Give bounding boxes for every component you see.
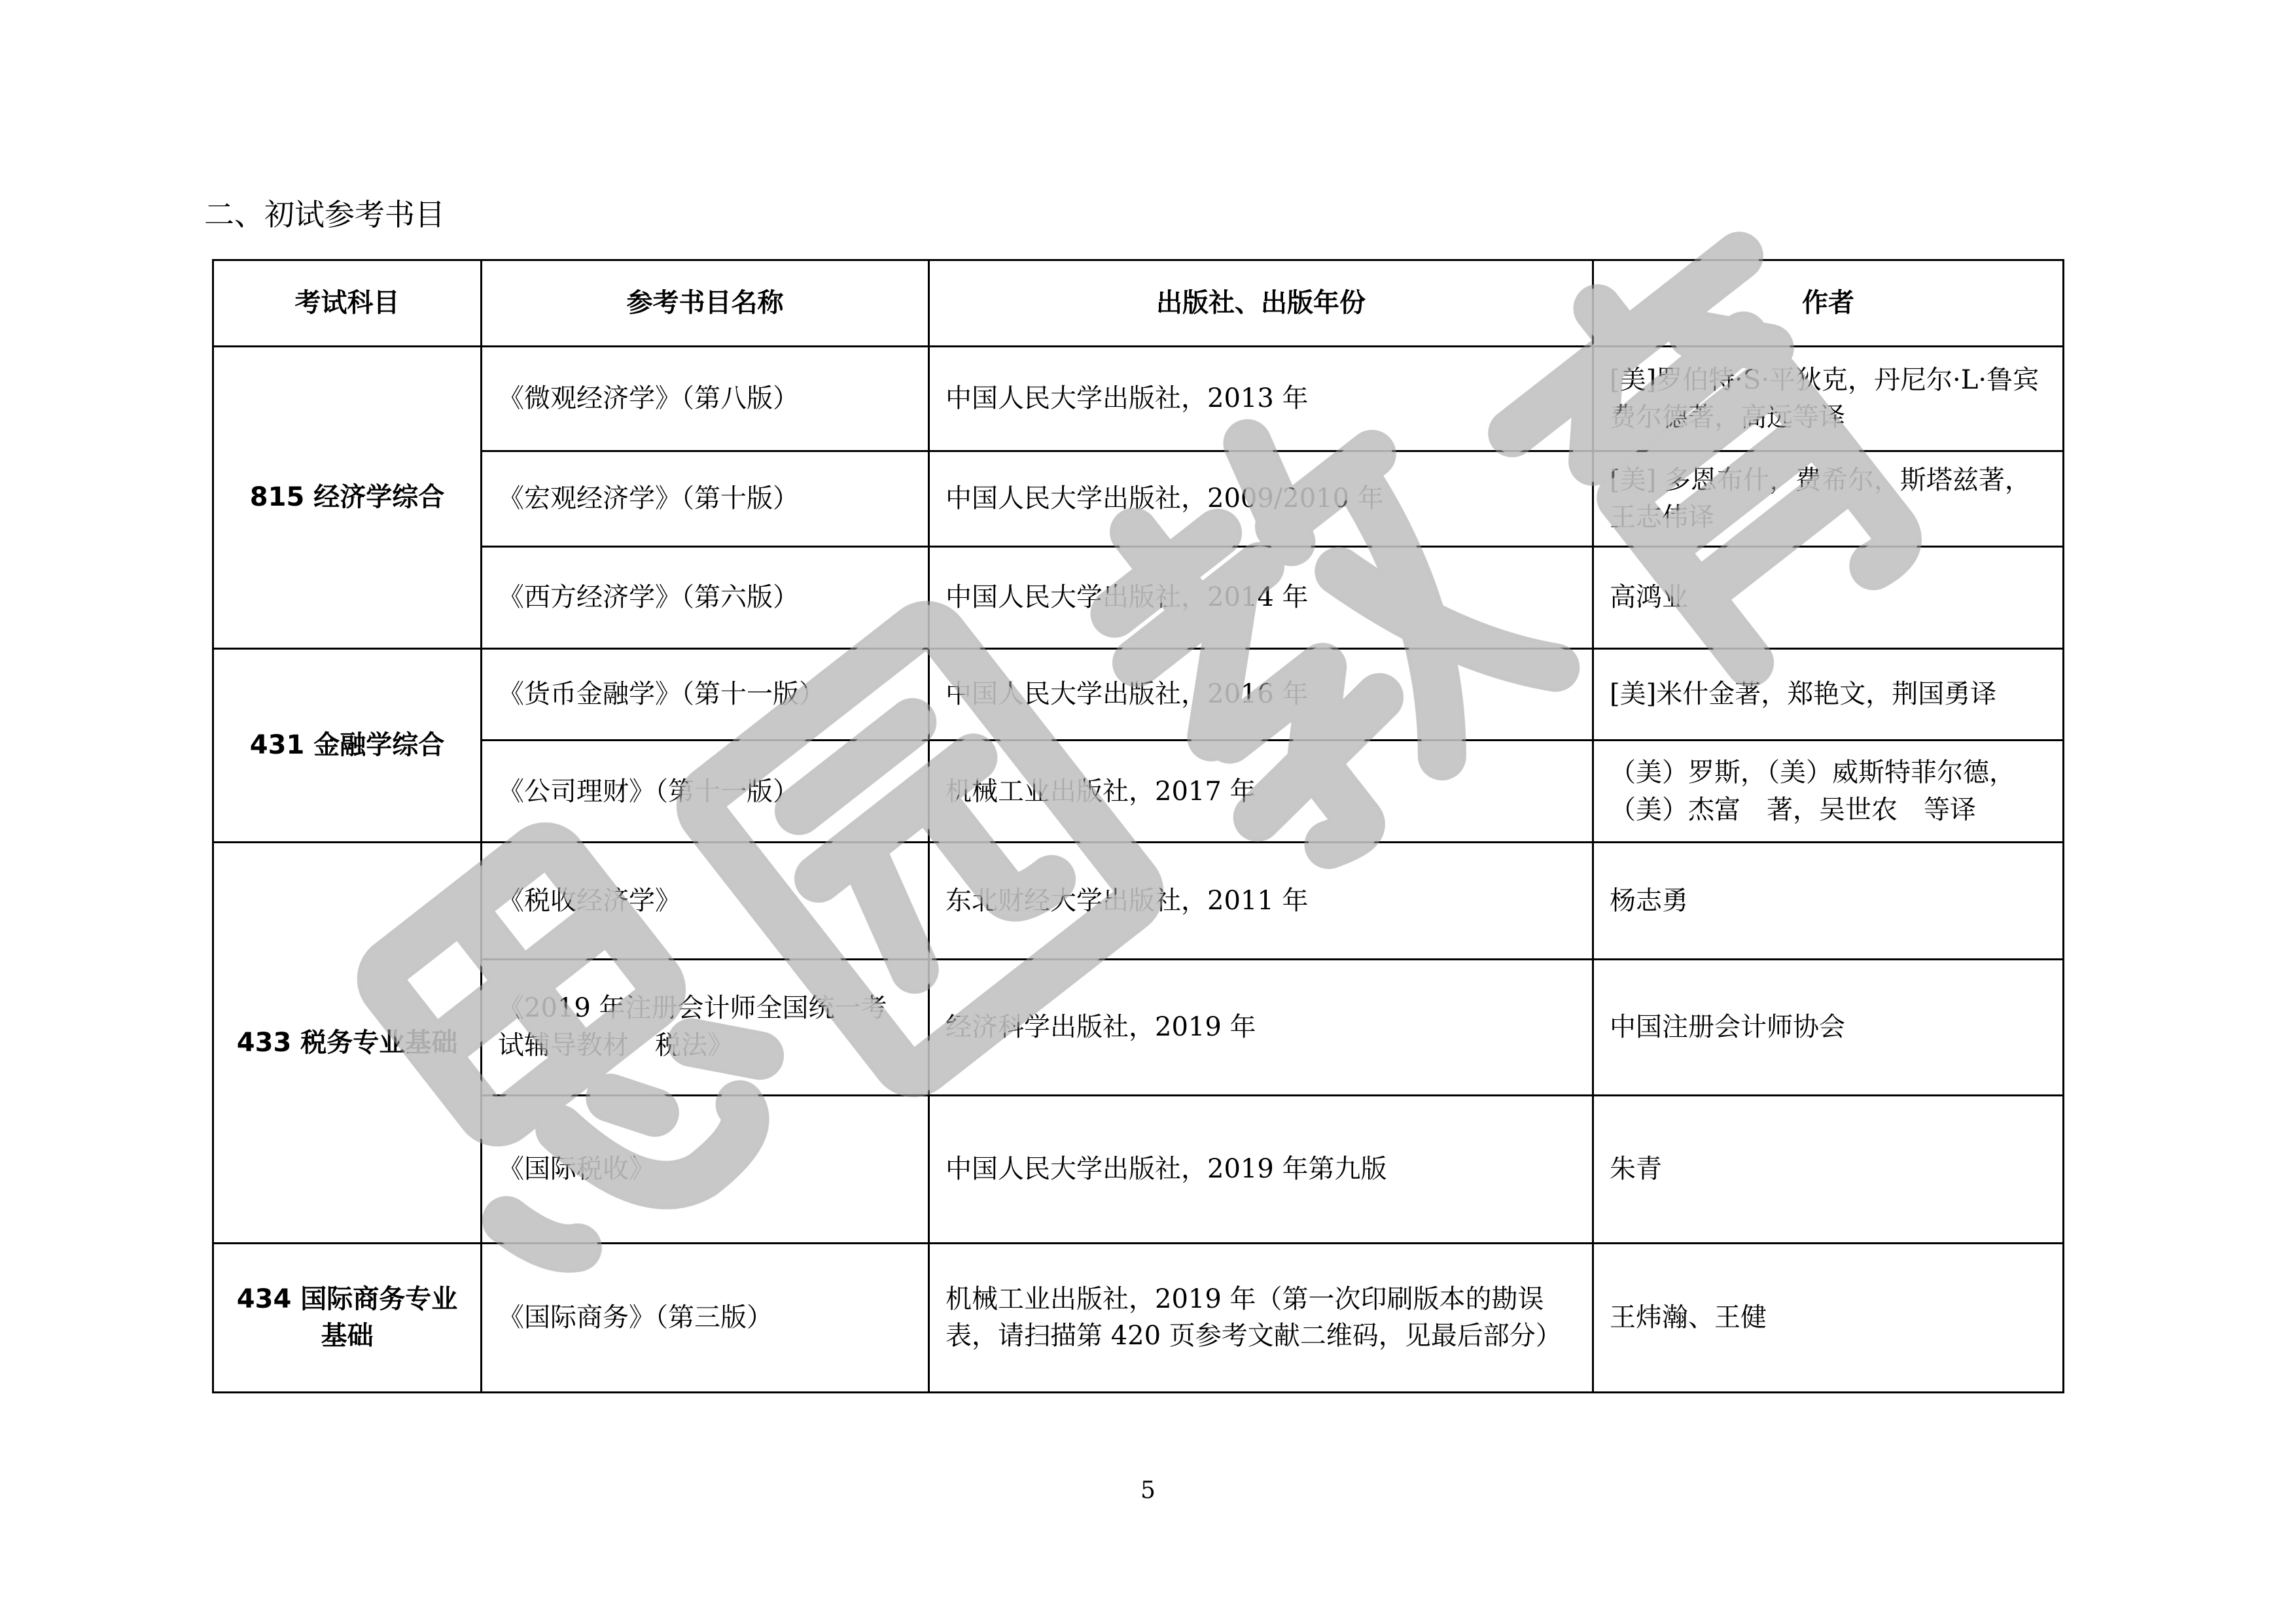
publisher-cell: 中国人民大学出版社，2013 年 <box>929 347 1593 451</box>
book-cell: 《国际税收》 <box>482 1095 929 1243</box>
subject-cell: 431 金融学综合 <box>213 649 482 843</box>
reference-books-table <box>212 259 2064 1393</box>
subject-cell: 433 税务专业基础 <box>213 843 482 1243</box>
publisher-cell: 中国人民大学出版社，2019 年第九版 <box>929 1095 1593 1243</box>
table-row <box>213 347 2064 451</box>
page-number: 5 <box>1140 1477 1156 1504</box>
header-author: 作者 <box>1593 260 2064 347</box>
header-publisher-year: 出版社、出版年份 <box>929 260 1593 347</box>
subject-cell: 434 国际商务专业基础 <box>213 1243 482 1392</box>
publisher-cell: 中国人民大学出版社，2014 年 <box>929 547 1593 649</box>
header-subject: 考试科目 <box>213 260 482 347</box>
author-cell: [美]罗伯特·S·平狄克，丹尼尔·L·鲁宾费尔德著，高远等译 <box>1593 347 2064 451</box>
publisher-cell: 中国人民大学出版社，2016 年 <box>929 649 1593 741</box>
table-row <box>213 959 2064 1095</box>
author-cell: [美] 多恩布什，费希尔，斯塔兹著，王志伟译 <box>1593 451 2064 547</box>
author-cell: 王炜瀚、王健 <box>1593 1243 2064 1392</box>
section-title: 二、初试参考书目 <box>204 197 445 232</box>
table-row <box>213 1095 2064 1243</box>
table-row <box>213 451 2064 547</box>
table-row <box>213 741 2064 843</box>
publisher-cell: 机械工业出版社，2017 年 <box>929 741 1593 843</box>
book-cell: 《货币金融学》（第十一版） <box>482 649 929 741</box>
book-cell: 《公司理财》（第十一版） <box>482 741 929 843</box>
book-cell: 《宏观经济学》（第十版） <box>482 451 929 547</box>
book-cell: 《税收经济学》 <box>482 843 929 959</box>
table-row <box>213 547 2064 649</box>
publisher-cell: 东北财经大学出版社，2011 年 <box>929 843 1593 959</box>
author-cell: 杨志勇 <box>1593 843 2064 959</box>
book-cell: 《国际商务》（第三版） <box>482 1243 929 1392</box>
author-cell: 高鸿业 <box>1593 547 2064 649</box>
table-row <box>213 649 2064 741</box>
table-row <box>213 1243 2064 1392</box>
author-cell: [美]米什金著，郑艳文，荆国勇译 <box>1593 649 2064 741</box>
author-cell: 中国注册会计师协会 <box>1593 959 2064 1095</box>
author-cell: （美）罗斯，（美）威斯特菲尔德，（美）杰富 著，吴世农 等译 <box>1593 741 2064 843</box>
table-row <box>213 843 2064 959</box>
subject-cell: 815 经济学综合 <box>213 347 482 649</box>
book-cell: 《微观经济学》（第八版） <box>482 347 929 451</box>
book-cell: 《西方经济学》（第六版） <box>482 547 929 649</box>
author-cell: 朱青 <box>1593 1095 2064 1243</box>
table-header-row <box>213 260 2064 347</box>
publisher-cell: 经济科学出版社，2019 年 <box>929 959 1593 1095</box>
publisher-cell: 中国人民大学出版社，2009/2010 年 <box>929 451 1593 547</box>
publisher-cell: 机械工业出版社，2019 年（第一次印刷版本的勘误表，请扫描第 420 页参考文献二维码，见最后部分） <box>929 1243 1593 1392</box>
header-book-title: 参考书目名称 <box>482 260 929 347</box>
book-cell: 《2019 年注册会计师全国统一考试辅导教材 税法》 <box>482 959 929 1095</box>
